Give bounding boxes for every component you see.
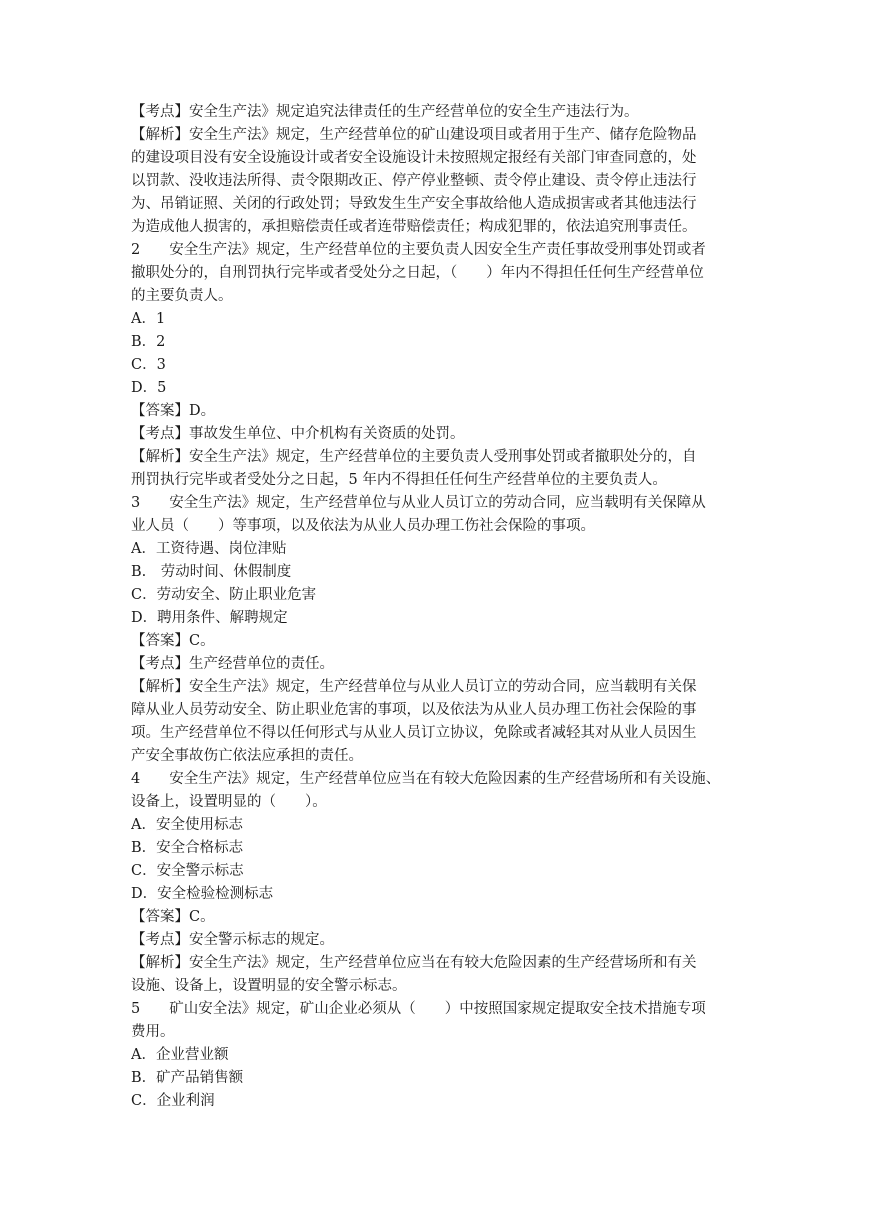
question-line: 4 安全生产法》规定，生产经营单位应当在有较大危险因素的生产经营场所和有关设施、 — [131, 771, 721, 787]
option-line: B．安全合格标志 — [131, 840, 244, 856]
answer-line: 【答案】C。 — [131, 633, 215, 649]
question-line: 3 安全生产法》规定，生产经营单位与从业人员订立的劳动合同，应当载明有关保障从 — [131, 495, 706, 511]
text-line: 设施、设备上，设置明显的安全警示标志。 — [131, 978, 407, 994]
text-line: 【考点】安全生产法》规定追究法律责任的生产经营单位的安全生产违法行为。 — [131, 104, 639, 120]
option-line: D．安全检验检测标志 — [131, 886, 274, 902]
option-line: C．3 — [131, 357, 166, 373]
text-line: 刑罚执行完毕或者受处分之日起，5 年内不得担任任何生产经营单位的主要负责人。 — [131, 472, 667, 488]
text-line: 【考点】生产经营单位的责任。 — [131, 656, 334, 672]
text-line: 业人员（ ）等事项，以及依法为从业人员办理工伤社会保险的事项。 — [131, 518, 595, 534]
question-line: 5 矿山安全法》规定，矿山企业必须从（ ）中按照国家规定提取安全技术措施专项 — [131, 1001, 706, 1017]
text-line: 的主要负责人。 — [131, 288, 233, 304]
text-line: 的建设项目没有安全设施设计或者安全设施设计未按照规定报经有关部门审查同意的，处 — [131, 150, 697, 166]
text-line: 设备上，设置明显的（ ）。 — [131, 794, 327, 810]
text-line: 费用。 — [131, 1024, 175, 1040]
text-line: 【解析】安全生产法》规定，生产经营单位与从业人员订立的劳动合同，应当载明有关保 — [131, 679, 697, 695]
text-line: 【考点】安全警示标志的规定。 — [131, 932, 334, 948]
text-line: 为造成他人损害的，承担赔偿责任或者连带赔偿责任；构成犯罪的，依法追究刑事责任。 — [131, 219, 697, 235]
text-line: 以罚款、没收违法所得、责令限期改正、停产停业整顿、责令停止建设、责令停止违法行 — [131, 173, 697, 189]
option-line: B. 劳动时间、休假制度 — [131, 564, 292, 580]
option-line: D．聘用条件、解聘规定 — [131, 610, 288, 626]
answer-line: 【答案】C。 — [131, 909, 215, 925]
option-line: B．2 — [131, 334, 166, 350]
option-line: A．1 — [131, 311, 166, 327]
text-line: 撤职处分的，自刑罚执行完毕或者受处分之日起，（ ）年内不得担任任何生产经营单位 — [131, 265, 704, 281]
option-line: C．安全警示标志 — [131, 863, 244, 879]
text-line: 项。生产经营单位不得以任何形式与从业人员订立协议，免除或者减轻其对从业人员因生 — [131, 725, 697, 741]
text-line: 障从业人员劳动安全、防止职业危害的事项，以及依法为从业人员办理工伤社会保险的事 — [131, 702, 697, 718]
text-line: 为、吊销证照、关闭的行政处罚；导致发生生产安全事故给他人造成损害或者其他违法行 — [131, 196, 697, 212]
text-line: 产安全事故伤亡依法应承担的责任。 — [131, 748, 363, 764]
option-line: B．矿产品销售额 — [131, 1070, 244, 1086]
text-line: 【解析】安全生产法》规定，生产经营单位的矿山建设项目或者用于生产、储存危险物品 — [131, 127, 697, 143]
question-line: 2 安全生产法》规定，生产经营单位的主要负责人因安全生产责任事故受刑事处罚或者 — [131, 242, 706, 258]
option-line: C．企业利润 — [131, 1093, 215, 1109]
option-line: A．安全使用标志 — [131, 817, 243, 833]
text-line: 【解析】安全生产法》规定，生产经营单位应当在有较大危险因素的生产经营场所和有关 — [131, 955, 697, 971]
answer-line: 【答案】D。 — [131, 403, 216, 419]
text-line: 【考点】事故发生单位、中介机构有关资质的处罚。 — [131, 426, 465, 442]
text-line: 【解析】安全生产法》规定，生产经营单位的主要负责人受刑事处罚或者撤职处分的，自 — [131, 449, 697, 465]
option-line: C．劳动安全、防止职业危害 — [131, 587, 317, 603]
option-line: D．5 — [131, 380, 167, 396]
option-line: A．企业营业额 — [131, 1047, 229, 1063]
option-line: A．工资待遇、岗位津贴 — [131, 541, 287, 557]
